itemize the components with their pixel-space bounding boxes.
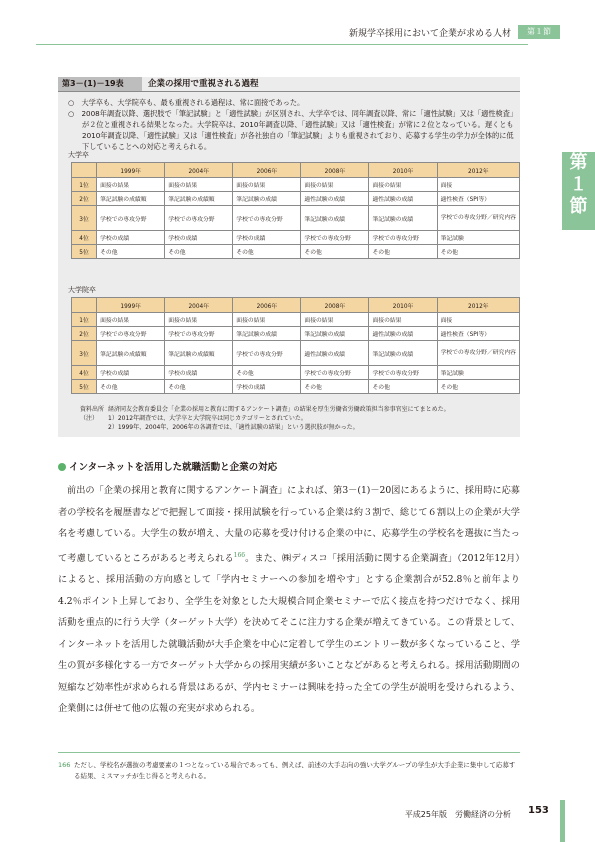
table-header-row <box>72 298 520 313</box>
source-label: 資料出所 <box>80 406 105 413</box>
table-row <box>72 327 520 341</box>
table-row <box>72 192 520 206</box>
data-cell: 学校での専攻分野 <box>301 366 369 380</box>
data-cell: 面接 <box>437 313 519 327</box>
data-cell: 筆記試験の成績 <box>301 206 369 231</box>
data-cell: 面接の結果 <box>97 313 165 327</box>
table-row <box>72 245 520 259</box>
year-header: 2004年 <box>165 163 233 178</box>
data-cell: 学校の成績 <box>165 231 233 245</box>
year-header: 2012年 <box>437 298 519 313</box>
year-header: 1999年 <box>97 163 165 178</box>
data-cell: 面接の結果 <box>165 178 233 192</box>
data-cell: 筆記試験の成績 <box>369 206 437 231</box>
data-cell: その他 <box>437 380 519 394</box>
table-notes <box>80 405 510 432</box>
data-cell: 学校での専攻分野／研究内容 <box>437 206 519 231</box>
year-header: 2010年 <box>369 163 437 178</box>
side-tab-char: 節 <box>569 196 588 217</box>
table-header-row <box>72 163 520 178</box>
graduate-table <box>71 297 520 394</box>
note-text: 1）2012年調査では、大学卒と大学院卒は同じカテゴリーとされていた。 <box>108 415 307 422</box>
data-cell: その他 <box>233 366 301 380</box>
data-cell: 筆記試験 <box>437 366 519 380</box>
body-paragraph <box>58 480 520 720</box>
table-number: 第3－(1)－19表 <box>58 77 142 91</box>
undergrad-label: 大学卒 <box>68 151 89 159</box>
rank-cell: 2位 <box>72 192 97 206</box>
data-cell: 面接の結果 <box>369 178 437 192</box>
data-cell: 筆記試験の成績 <box>233 327 301 341</box>
graduate-label: 大学院卒 <box>68 286 96 294</box>
running-header-title: 新規学卒採用において企業が求める人材 <box>348 29 511 39</box>
data-cell: 面接の結果 <box>233 313 301 327</box>
data-cell: 面接の結果 <box>233 178 301 192</box>
rank-cell: 5位 <box>72 380 97 394</box>
corner-cell <box>72 298 97 313</box>
summary-point: ○ 2008年調査以降、選択肢で「筆記試験」と「適性試験」が区別され、大学卒では、同年調査以降、常に「適性試験」又は「適性検査」が２位と重視される結果となった。大学院卒は、2010年調査以降、「適性試験」又は「適性検査」が常に２位となっている。遅くとも2010年調査以降、「適性試験」又は「適性検査」が各社独自の「筆記試験」よりも重視されており、応募する学生の学力が全体的に低下していることへの対応と考えられる。 <box>68 109 514 151</box>
data-cell: その他 <box>233 245 301 259</box>
side-tab-char: １ <box>569 174 588 195</box>
data-cell: その他 <box>97 380 165 394</box>
section-heading-text: インターネットを活用した就職活動と企業の対応 <box>69 462 278 473</box>
data-cell: 学校での専攻分野 <box>97 206 165 231</box>
data-cell: 面接 <box>437 178 519 192</box>
data-cell: その他 <box>301 380 369 394</box>
data-cell: その他 <box>369 245 437 259</box>
table-row <box>72 341 520 366</box>
footnote-number: 166 <box>58 761 71 769</box>
page-number: 153 <box>528 805 549 816</box>
data-cell: 面接の結果 <box>301 313 369 327</box>
table-row <box>72 366 520 380</box>
table-panel <box>58 77 520 437</box>
note-row <box>80 423 510 432</box>
data-cell: 筆記試験の成績順 <box>97 192 165 206</box>
data-cell: その他 <box>437 245 519 259</box>
note-spacer <box>80 423 108 432</box>
table-row <box>72 178 520 192</box>
body-text-part: 。また、㈱ディスコ「採用活動に関する企業調査」（2012年12月）によると、採用活動の方向感として「学内セミナーへの参加を増やす」とする企業割合が52.8％と前年より4.2％ポイント上昇しており、全学生を対象とした大規模合同企業セミナーで広く接点を持つだけでなく、採用活動を重点的に行う大学（ターゲット大学）を決めてそこに注力する企業が増えてきている。この背景として、インターネットを活用した就職活動が大手企業を中心に定着して学生のエントリー数が多くなっていること、学生の質が多様化する一方でターゲット大学からの採用実績が多いことなどがあると考えられる。採用活動期間の短縮など効率性が求められる背景はあるが、学内セミナーは興味を持った全ての学生が説明を受けられるよう、企業側には併せて他の広報の充実が求められる。 <box>58 552 521 715</box>
table-row <box>72 231 520 245</box>
data-cell: 筆記試験の成績 <box>369 341 437 366</box>
rank-cell: 3位 <box>72 341 97 366</box>
data-cell: 学校での専攻分野 <box>369 231 437 245</box>
data-cell: その他 <box>165 380 233 394</box>
data-cell: 筆記試験の成績順 <box>165 192 233 206</box>
year-header: 2010年 <box>369 298 437 313</box>
footnote <box>58 760 520 782</box>
corner-cell <box>72 163 97 178</box>
data-cell: 面接の結果 <box>97 178 165 192</box>
year-header: 2008年 <box>301 163 369 178</box>
data-cell: その他 <box>165 245 233 259</box>
data-cell: 学校の成績 <box>97 366 165 380</box>
source-text: 経済同友会教育委員会「企業の採用と教育に関するアンケート調査」の結果を厚生労働省労働政策担当参事官室にてまとめた。 <box>108 406 450 413</box>
year-header: 2012年 <box>437 163 519 178</box>
data-cell: 学校での専攻分野／研究内容 <box>437 341 519 366</box>
header-rule <box>36 44 528 45</box>
data-cell: その他 <box>97 245 165 259</box>
data-cell: 面接の結果 <box>301 178 369 192</box>
data-cell: 面接の結果 <box>369 313 437 327</box>
side-section-tab <box>562 152 595 230</box>
body-text-part: 前出の「企業の採用と教育に関するアンケート調査」によれば、第3－(1)－20図にあるように、採用時に応募者の学校名を履歴書などで把握して面接・採用試験を行っている企業は約３割で、総じて６割以上の企業が大学名を考慮している。大学生の数が増え、大量の応募を受け付ける企業の中に、応募学生の学校名を選抜に当たって考慮しているところがあると考えられる <box>58 485 520 564</box>
rank-cell: 4位 <box>72 366 97 380</box>
data-cell: 筆記試験の成績 <box>233 192 301 206</box>
footnote-ref[interactable]: 166 <box>233 551 246 559</box>
note-row <box>80 414 510 423</box>
data-cell: 筆記試験の成績順 <box>165 341 233 366</box>
data-cell: 適性検査（SPI等） <box>437 327 519 341</box>
rank-cell: 1位 <box>72 313 97 327</box>
summary-point: ○ 大学卒も、大学院卒も、最も重視される過程は、常に面接であった。 <box>68 98 305 107</box>
footnote-text: ただし、学校名が選抜の考慮要素の１つとなっている場合であっても、例えば、前述の大手志向の強い大学グループの学生が大手企業に集中して応募する結果、ミスマッチが生じ得ると考えられる。 <box>74 761 516 780</box>
data-cell: 学校での専攻分野 <box>369 366 437 380</box>
rank-cell: 1位 <box>72 178 97 192</box>
data-cell: 学校での専攻分野 <box>233 206 301 231</box>
data-cell: 適性試験の成績 <box>369 192 437 206</box>
data-cell: 学校での専攻分野 <box>233 341 301 366</box>
table-row <box>72 380 520 394</box>
rank-cell: 4位 <box>72 231 97 245</box>
data-cell: 学校の成績 <box>97 231 165 245</box>
rank-cell: 5位 <box>72 245 97 259</box>
data-cell: 適性検査（SPI等） <box>437 192 519 206</box>
year-header: 2008年 <box>301 298 369 313</box>
footnote-rule <box>58 752 520 753</box>
page-edge-bar <box>560 800 565 842</box>
rank-cell: 2位 <box>72 327 97 341</box>
data-cell: 学校での専攻分野 <box>97 327 165 341</box>
data-cell: その他 <box>301 245 369 259</box>
data-cell: 学校での専攻分野 <box>165 327 233 341</box>
bullet-icon <box>58 463 66 471</box>
footer-publication: 平成25年版 労働経済の分析 <box>404 810 511 819</box>
side-tab-char: 第 <box>569 152 588 173</box>
year-header: 1999年 <box>97 298 165 313</box>
rank-cell: 3位 <box>72 206 97 231</box>
section-tab-header: 第１節 <box>518 25 560 39</box>
data-cell: 学校での専攻分野 <box>301 231 369 245</box>
note-label: （注） <box>80 415 99 422</box>
note-text: 2）1999年、2004年、2006年の各調査では、「適性試験の結果」という選択肢が無かった。 <box>108 424 359 431</box>
section-heading <box>58 459 277 473</box>
data-cell: 学校の成績 <box>233 380 301 394</box>
undergrad-table <box>71 162 520 259</box>
data-cell: その他 <box>369 380 437 394</box>
data-cell: 学校の成績 <box>233 231 301 245</box>
year-header: 2004年 <box>165 298 233 313</box>
data-cell: 筆記試験の成績 <box>301 327 369 341</box>
data-cell: 適性試験の成績 <box>301 341 369 366</box>
source-note <box>80 405 510 414</box>
table-summary <box>68 97 516 152</box>
panel-header <box>58 77 520 92</box>
data-cell: 面接の結果 <box>165 313 233 327</box>
data-cell: 筆記試験の成績順 <box>97 341 165 366</box>
data-cell: 適性試験の成績 <box>369 327 437 341</box>
data-cell: 学校の成績 <box>165 366 233 380</box>
data-cell: 適性試験の成績 <box>301 192 369 206</box>
table-row <box>72 313 520 327</box>
data-cell: 学校での専攻分野 <box>165 206 233 231</box>
year-header: 2006年 <box>233 298 301 313</box>
year-header: 2006年 <box>233 163 301 178</box>
table-row <box>72 206 520 231</box>
data-cell: 筆記試験 <box>437 231 519 245</box>
table-title: 企業の採用で重視される過程 <box>148 79 259 89</box>
